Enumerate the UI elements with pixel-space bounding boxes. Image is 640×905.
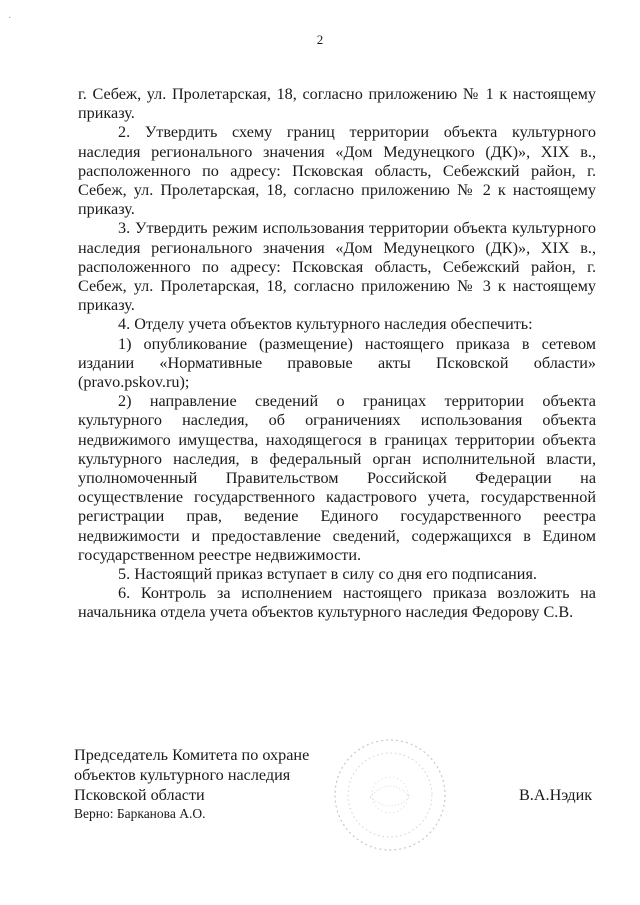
paragraph-item-4: 4. Отделу учета объектов культурного наследия обеспечить:: [118, 315, 533, 334]
official-stamp-image: [330, 735, 450, 855]
paragraph-subitem-1: 1) опубликование (размещение) настоящего приказа в сетевом издании «Нормативные правовые акты Псковской области» (pravo.pskov.ru);: [78, 334, 596, 392]
paragraph-subitem-2: 2) направление сведений о границах территории объекта культурного наследия, об ограничениях использования объекта недвижимого имущества, находящегося в границах территории объекта культурного наследия, в федеральный орган исполнительной власти, уполномоченный Правительством Российской Федерации на осуществление государственного кадастрового учета, государственной регистрации прав, ведение Единого государственного реестра недвижимости и предоставление сведений, содержащихся в Едином государственном реестре недвижимости.: [78, 392, 596, 564]
paragraph-item-6: 6. Контроль за исполнением настоящего приказа возложить на начальника отдела учета объектов культурного наследия Федорову С.В.: [78, 584, 596, 622]
certified-copy-note: Верно: Барканова А.О.: [74, 806, 206, 821]
page-number: 2: [316, 32, 324, 47]
signatory-title-line-1: Председатель Комитета по охране: [74, 746, 310, 764]
paragraph-item-5: 5. Настоящий приказ вступает в силу со дня его подписания.: [118, 565, 537, 584]
paragraph-item-3: 3. Утвердить режим использования территории объекта культурного наследия регионального значения «Дом Медунецкого (ДК)», XIX в., расположенного по адресу: Псковская область, Себежский район, г. Себеж, ул. Пролетарская, 18, согласно приложению № 3 к настоящему приказу.: [78, 219, 596, 315]
signature-block: [74, 745, 309, 822]
signer-name: В.А.Нэдик: [519, 786, 593, 804]
signatory-title-line-3: Псковской области: [74, 786, 205, 804]
document-body: [78, 85, 596, 623]
paragraph-continuation: г. Себеж, ул. Пролетарская, 18, согласно приложению № 1 к настоящему приказу.: [78, 85, 596, 123]
scan-corner-mark: ·: [8, 12, 12, 24]
paragraph-item-2: 2. Утвердить схему границ территории объекта культурного наследия регионального значения «Дом Медунецкого (ДК)», XIX в., расположенного по адресу: Псковская область, Себежский район, г. Себеж, ул. Пролетарская, 18, согласно приложению № 2 к настоящему приказу.: [78, 123, 596, 219]
signatory-title-line-2: объектов культурного наследия: [74, 766, 291, 784]
